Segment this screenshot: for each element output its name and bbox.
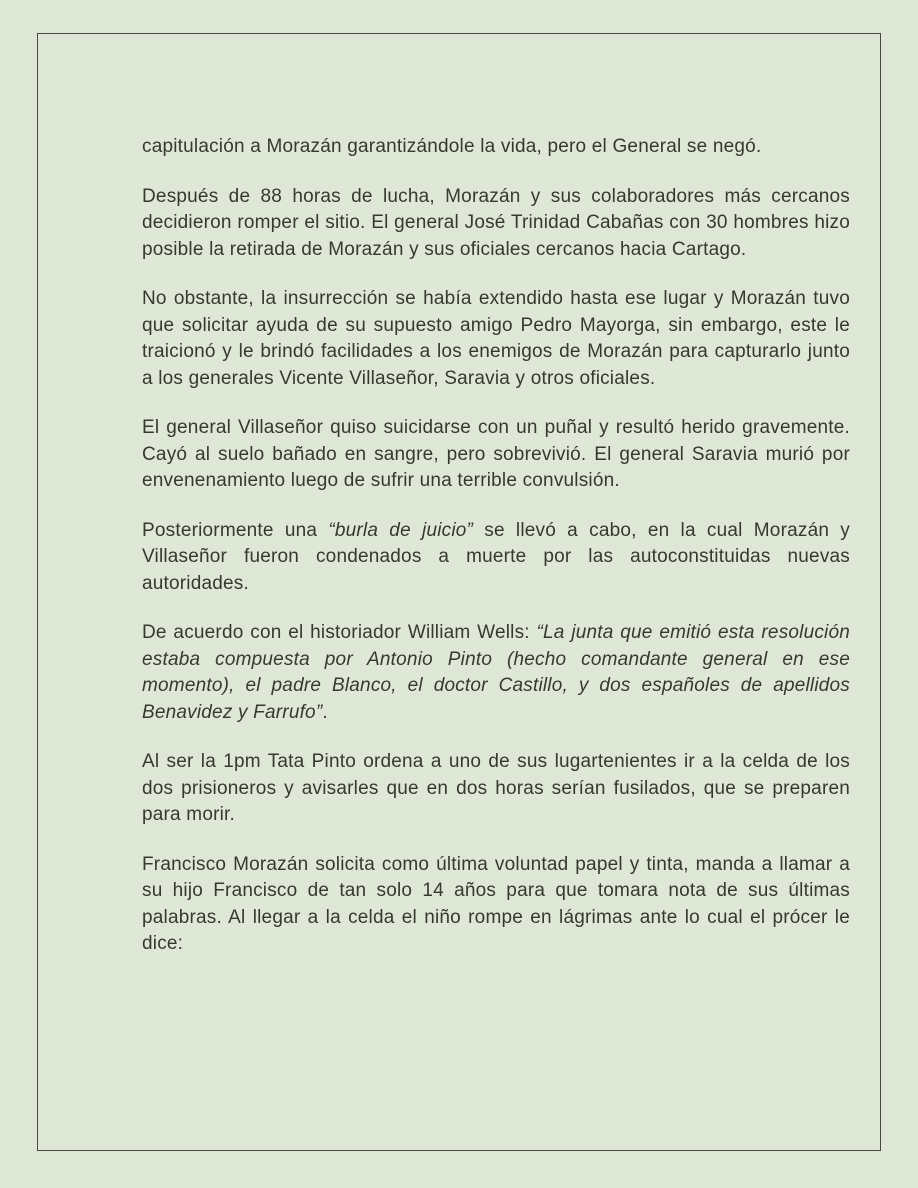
text-segment: . [322,701,328,723]
paragraph [142,286,850,392]
text-segment: capitulación a Morazán garantizándole la vida, pero el General se negó. [142,136,762,157]
text-segment: No obstante, la insurrección se había extendido hasta ese lugar y Morazán tuvo que solicitar ayuda de su supuesto amigo Pedro Mayorga, sin embargo, este le traicionó y le brindó facilidades a los enemigos de Morazán para capturarlo junto a los generales Vicente Villaseñor, Saravia y otros oficiales. [142,288,850,389]
text-block [142,134,850,958]
italic-text-segment: “burla de juicio” [328,519,474,541]
paragraph [142,415,850,495]
text-segment: Después de 88 horas de lucha, Morazán y sus colaboradores más cercanos decidieron romper el sitio. El general José Trinidad Cabañas con 30 hombres hizo posible la retirada de Morazán y sus oficiales cercanos hacia Cartago. [142,185,850,260]
paragraph [142,620,850,726]
text-segment: Posteriormente una [142,519,329,541]
text-segment: Al ser la 1pm Tata Pinto ordena a uno de sus lugartenientes ir a la celda de los dos prisioneros y avisarles que en dos horas serían fusilados, que se preparen para morir. [142,751,850,825]
italic-text-segment: “La junta que emitió esta resolución estaba compuesta por Antonio Pinto (hecho comandante general en ese momento), el padre Blanco, el doctor Castillo, y dos españoles de apellidos Benavidez y Farrufo” [142,622,851,723]
text-segment: El general Villaseñor quiso suicidarse con un puñal y resultó herido gravemente. Cayó al suelo bañado en sangre, pero sobrevivió. El general Saravia murió por envenenamiento luego de sufrir una terrible convulsión. [142,417,850,491]
paragraph [142,184,850,264]
paragraph [142,518,850,598]
page-frame [37,33,881,1151]
paragraph [142,749,850,829]
paragraph [142,852,850,958]
text-segment: se llevó a cabo, en la cual Morazán y Villaseñor fueron condenados a muerte por las autoconstituidas nuevas autoridades. [142,519,850,594]
text-segment: De acuerdo con el historiador William Wells: [142,622,537,643]
paragraph [142,134,850,161]
text-segment: Francisco Morazán solicita como última voluntad papel y tinta, manda a llamar a su hijo Francisco de tan solo 14 años para que tomara nota de sus últimas palabras. Al llegar a la celda el niño rompe en lágrimas ante lo cual el prócer le dice: [142,853,850,954]
